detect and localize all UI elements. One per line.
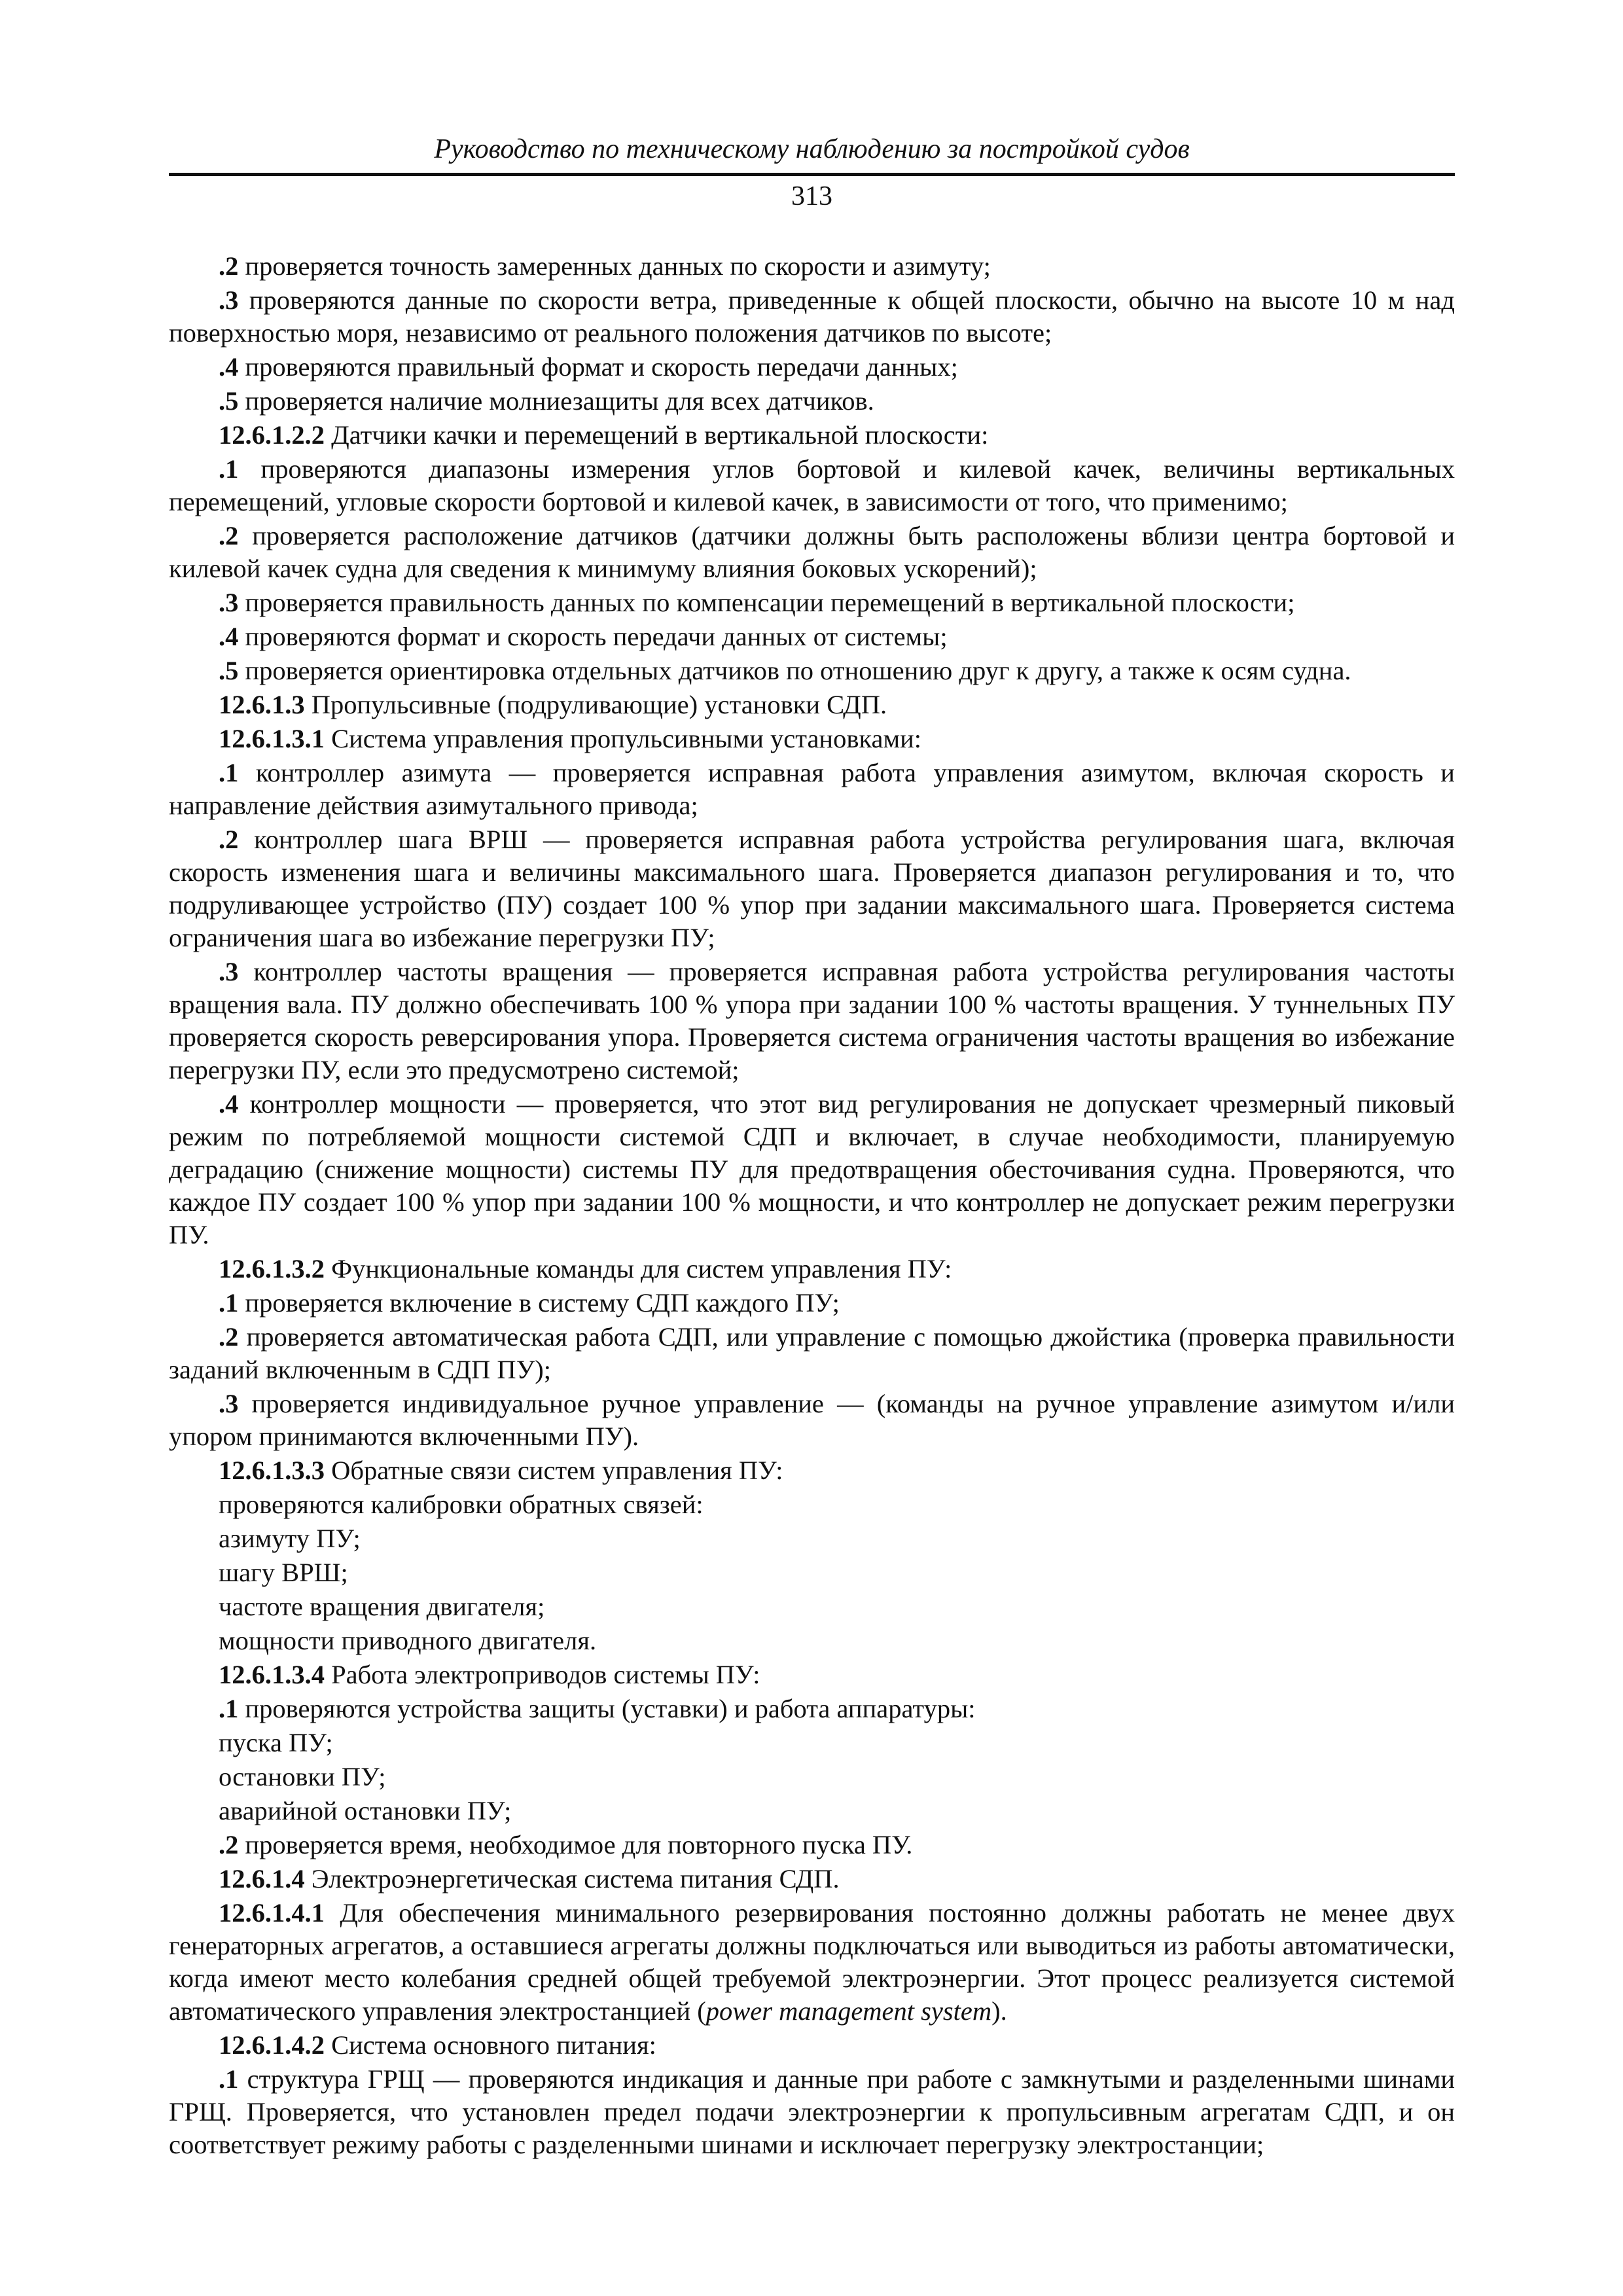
paragraph: .1 проверяется включение в систему СДП каждого ПУ; [219,1288,840,1318]
paragraph: .1 контроллер азимута — проверяется исправная работа управления азимутом, включая скорость и направление действия азимутального привода; [169,758,1455,820]
section-heading: 12.6.1.2.2 Датчики качки и перемещений в вертикальной плоскости: [219,420,989,450]
paragraph: .2 контроллер шага ВРШ — проверяется исправная работа устройства регулирования шага, включая скорость изменения шага и величины максимального шага. Проверяется диапазон регулирования и то, что подруливающее устройство (ПУ) создает 100 % упор при задании максимального шага. Проверяется система ограничения шага во избежание перегрузки ПУ; [169,825,1455,952]
list-item: азимуту ПУ; [219,1524,361,1553]
section-heading: 12.6.1.3.4 Работа электроприводов системы ПУ: [219,1660,760,1689]
list-item: остановки ПУ; [219,1762,386,1791]
paragraph: .3 проверяются данные по скорости ветра, приведенные к общей плоскости, обычно на высоте 10 м над поверхностью моря, независимо от реального положения датчиков по высоте; [169,285,1455,348]
paragraph: .2 проверяется расположение датчиков (датчики должны быть расположены вблизи центра бортовой и килевой качек судна для сведения к минимуму влияния боковых ускорений); [169,521,1455,583]
paragraph: .5 проверяется ориентировка отдельных датчиков по отношению друг к другу, а также к осям судна. [219,656,1351,685]
paragraph: .1 структура ГРЩ — проверяются индикация и данные при работе с замкнутыми и разделенными шинами ГРЩ. Проверяется, что установлен предел подачи электроэнергии к пропульсивным агрегатам СДП, и он соответствует режиму работы с разделенными шинами и исключает перегрузку электростанции; [169,2064,1455,2159]
paragraph: .2 проверяется точность замеренных данных по скорости и азимуту; [219,251,991,281]
paragraph: .3 проверяется индивидуальное ручное управление — (команды на ручное управление азимутом и/или упором принимаются включенными ПУ). [169,1389,1455,1451]
list-item: частоте вращения двигателя; [219,1592,545,1621]
paragraph: .4 проверяются правильный формат и скорость передачи данных; [219,352,958,382]
paragraph: .3 проверяется правильность данных по компенсации перемещений в вертикальной плоскости; [219,588,1295,617]
paragraph: .2 проверяется время, необходимое для повторного пуска ПУ. [219,1830,913,1859]
section-heading: 12.6.1.3.2 Функциональные команды для систем управления ПУ: [219,1254,952,1283]
page-number: 313 [791,181,832,211]
list-item: проверяются калибровки обратных связей: [219,1490,704,1519]
paragraph: .1 проверяются диапазоны измерения углов бортовой и килевой качек, величины вертикальных перемещений, угловые скорости бортовой и килевой качек, в зависимости от того, что применимо; [169,454,1455,516]
paragraph: .4 контроллер мощности — проверяется, что этот вид регулирования не допускает чрезмерный пиковый режим по потребляемой мощности системой СДП и включает, в случае необходимости, планируемую деградацию (снижение мощности) системы ПУ для предотвращения обесточивания судна. Проверяются, что каждое ПУ создает 100 % упор при задании 100 % мощности, и что контроллер не допускает режим перегрузки ПУ. [169,1089,1455,1249]
running-header: Руководство по техническому наблюдению за постройкой судов [434,134,1190,164]
paragraph: .1 проверяются устройства защиты (уставки) и работа аппаратуры: [219,1694,976,1723]
header-rule [169,173,1455,176]
section-heading: 12.6.1.4.2 Система основного питания: [219,2030,656,2060]
document-body [169,250,1455,2162]
paragraph: .3 контроллер частоты вращения — проверяется исправная работа устройства регулирования частоты вращения вала. ПУ должно обеспечивать 100 % упора при задании 100 % частоты вращения. У туннельных ПУ проверяется скорость реверсирования упора. Проверяется система ограничения частоты вращения во избежание перегрузки ПУ, если это предусмотрено системой; [169,957,1455,1085]
list-item: шагу ВРШ; [219,1558,348,1587]
list-item: аварийной остановки ПУ; [219,1796,512,1825]
section-heading: 12.6.1.3.3 Обратные связи систем управления ПУ: [219,1456,783,1485]
paragraph: .5 проверяется наличие молниезащиты для всех датчиков. [219,386,874,416]
list-item: мощности приводного двигателя. [219,1626,597,1655]
paragraph: .2 проверяется автоматическая работа СДП, или управление с помощью джойстика (проверка правильности заданий включенным в СДП ПУ); [169,1322,1455,1384]
section-heading: 12.6.1.4 Электроэнергетическая система питания СДП. [219,1864,840,1893]
section-heading: 12.6.1.3.1 Система управления пропульсивными установками: [219,724,922,753]
list-item: пуска ПУ; [219,1728,333,1757]
paragraph: 12.6.1.4.1 Для обеспечения минимального резервирования постоянно должны работать не менее двух генераторных агрегатов, а оставшиеся агрегаты должны подключаться или выводиться из работы автоматически, когда имеют место колебания средней общей требуемой электроэнергии. Этот процесс реализуется системой автоматического управления электростанцией (power management system). [169,1898,1455,2026]
section-heading: 12.6.1.3 Пропульсивные (подруливающие) установки СДП. [219,690,887,719]
paragraph: .4 проверяются формат и скорость передачи данных от системы; [219,622,948,651]
